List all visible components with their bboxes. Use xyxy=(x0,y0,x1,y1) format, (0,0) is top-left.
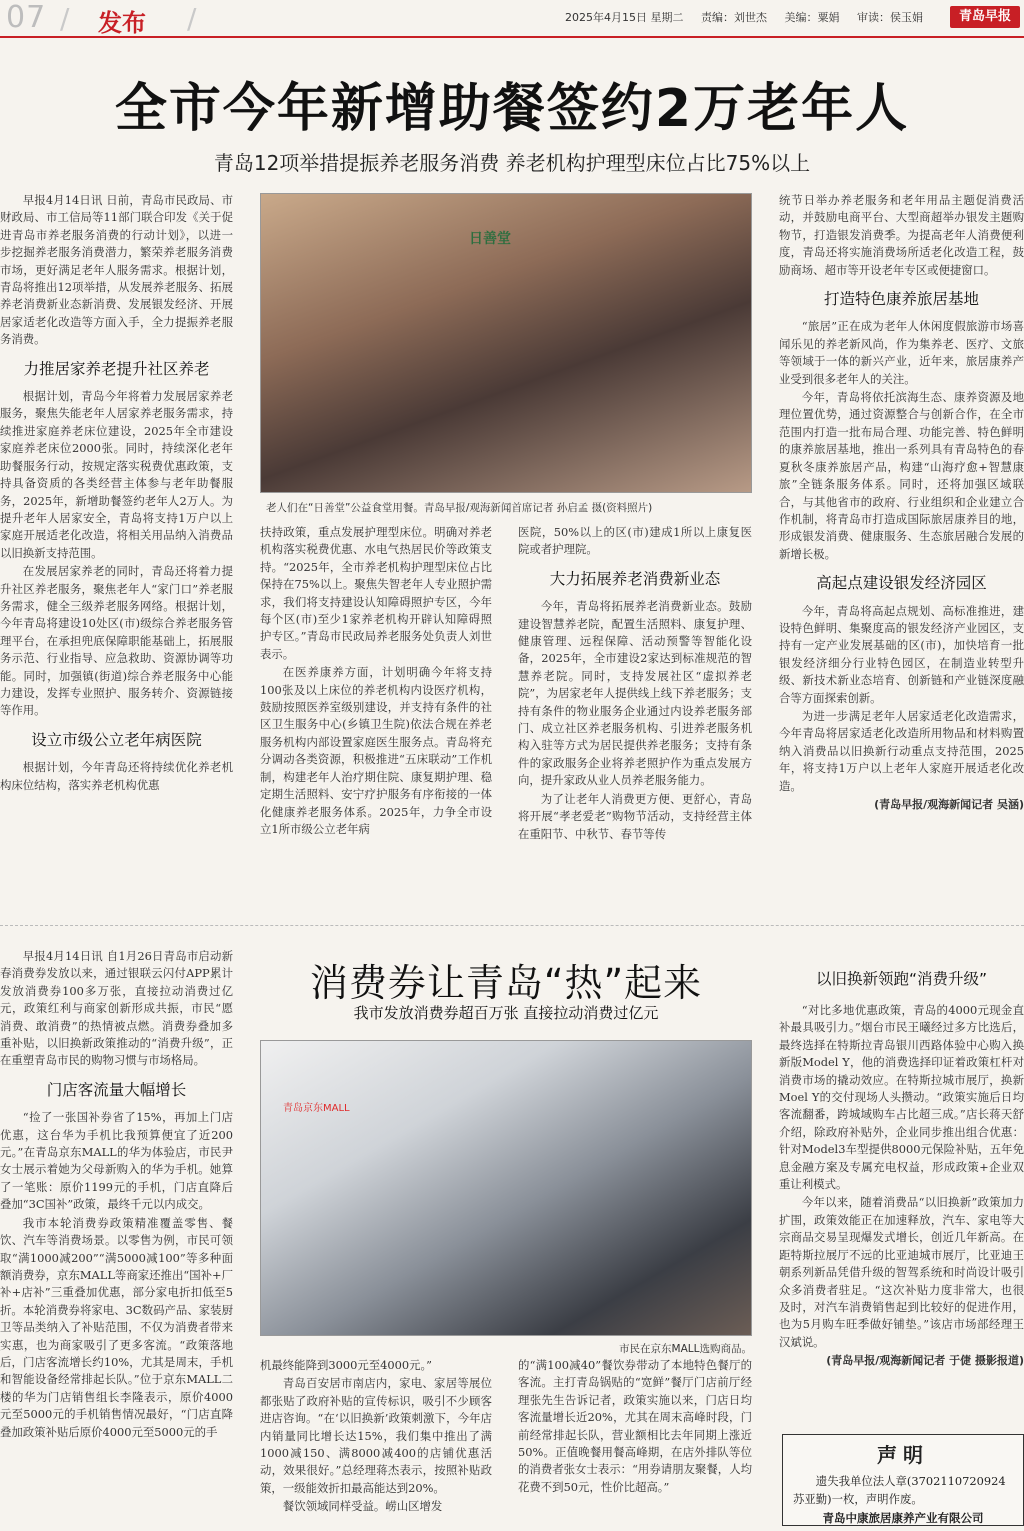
article2-photo xyxy=(260,1040,752,1336)
header-slash: / xyxy=(60,2,70,35)
article2-headline: 消费券让青岛“热”起来 xyxy=(309,961,703,1005)
paragraph: 为了让老年人消费更方便、更舒心，青岛将开展“孝老爱老”购物节活动，支持经营主体在重阳节、中秋节、春节等传 xyxy=(518,791,752,841)
proofreader-credit: 审读：侯玉娟 xyxy=(857,11,923,24)
issue-date: 2025年4月15日 星期二 xyxy=(565,11,684,24)
article2-column-2 xyxy=(260,1357,492,1531)
paragraph: 统节日举办养老服务和老年用品主题促消费活动，并鼓励电商平台、大型商超举办银发主题购物节，打造银发消费季。为提高老年人消费便利度，青岛还将实施消费场所适老化改造工程，鼓励商场、超市等开设老年专区或便捷窗口。 xyxy=(779,193,1024,277)
header-info xyxy=(565,9,937,25)
article2-photo-caption: 市民在京东MALL选购商品。 xyxy=(619,1343,752,1355)
subheading: 设立市级公立老年病医院 xyxy=(31,730,202,749)
section-divider xyxy=(0,925,1024,926)
article1-headline: 全市今年新增助餐签约2万老年人 xyxy=(114,79,910,139)
editor-credit: 责编：刘世杰 xyxy=(701,11,767,24)
paragraph: 餐饮领域同样受益。崂山区增发 xyxy=(282,1499,443,1514)
subheading: 门店客流量大幅增长 xyxy=(46,1080,187,1099)
subheading: 大力拓展养老消费新业态 xyxy=(549,569,721,588)
paragraph: 为进一步满足老年人居家适老化改造需求，今年青岛将居家适老化改造所用物品和材料购置纳入消费品以旧换新行动重点支持范围，2025年，将支持1万户以上老年人家庭开展适老化改造。 xyxy=(779,708,1024,793)
article1-column-2 xyxy=(260,524,492,904)
notice-signer: 青岛中康旅居康养产业有限公司 xyxy=(822,1511,984,1525)
article1-photo-caption: 老人们在“日善堂”公益食堂用餐。青岛早报/观海新闻首席记者 孙启孟 摄(资料照片) xyxy=(266,502,653,514)
paragraph: 早报4月14日讯 自1月26日青岛市启动新春消费券发放以来，通过银联云闪付APP累计发放消费券100多万张，直接拉动消费过亿元，政策红利与商家创新形成共振，市民“愿消费、敢消费”的热情被点燃。消费券叠加多重补贴，以旧换新政策推动的“消费升级”，正在重塑青岛市民的购物习惯与市场格局。 xyxy=(0,949,233,1068)
paragraph: 今年，青岛将依托滨海生态、康养资源及地理位置优势，通过资源整合与创新合作，在全市范围内打造一批布局合理、功能完善、特色鲜明的康养旅居基地，推出一系列具有青岛特色的春夏秋冬康养旅居产品，构建“山海疗愈+智慧康旅”全链条服务体系。同时，还将加强区域联合，与其他省市的政府、行业组织和企业建立合作机制，将青岛市打造成国际旅居康养目的地，形成银发消费、健康服务、生态旅居融合发展的新增长极。 xyxy=(779,390,1024,561)
subheading: 打造特色康养旅居基地 xyxy=(823,290,979,309)
paragraph: 青岛百安居市南店内，家电、家居等展位都张贴了政府补贴的宣传标识，吸引不少顾客进店咨询。“在‘以旧换新’政策刺激下，今年店内销量同比增长达15%，我们集中推出了满1000减150、满8000减400的店铺优惠活动，效果很好。”总经理蒋杰表示，按照补贴政策，一级能效折扣最高能达到20%。 xyxy=(260,1376,492,1495)
photo-sign: 日善堂 xyxy=(469,231,511,247)
paragraph: 今年，青岛将拓展养老消费新业态。鼓励建设智慧养老院，配置生活照料、康复护理、健康管理、远程保障、活动预警等智能化设备，2025年，全市建设2家达到标准规范的智慧养老院。同时，支持发展社区“虚拟养老院”，为居家老年人提供线上线下养老服务；支持有条件的物业服务企业通过内设养老服务部门、成立社区养老服务机构、引进养老服务机构入驻等方式为居民提供养老服务；支持有条件的家政服务企业将养老照护作为重点发展方向，提升家政从业人员养老服务能力。 xyxy=(518,599,752,788)
designer-credit: 美编：粟娟 xyxy=(784,11,840,24)
article1-subheadline: 青岛12项举措提振养老服务消费 养老机构护理型床位占比75%以上 xyxy=(213,151,811,175)
paragraph: “旅居”正在成为老年人休闲度假旅游市场喜闻乐见的养老新风尚，作为集养老、医疗、文旅等领域于一体的新兴产业，近年来，旅居康养产业受到很多老年人的关注。 xyxy=(779,319,1024,386)
paragraph: 的“满100减40”餐饮券带动了本地特色餐厅的客流。主打青岛锅贴的“宽鲜”餐厅门店前厅经理张先生告诉记者，政策实施以来，门店日均客流量增长近20%，尤其在周末高峰时段，门前经常排起长队，营业额相比去年同期上涨近50%。正值晚餐用餐高峰期，在店外排队等位的消费者张女士表示：“用券请朋友聚餐，人均花费不到50元，性价比超高。” xyxy=(518,1358,752,1494)
paragraph: 今年以来，随着消费品“以旧换新”政策加力扩围，政策效能正在加速释放，汽车、家电等大宗商品交易呈现爆发式增长，创近几年新高。在距特斯拉展厅不远的比亚迪城市展厅，比亚迪王朝系列新品凭借升级的智驾系统和时尚设计吸引众多消费者驻足。“这次补贴力度非常大，也很及时，对汽车消费销售起到比较好的促进作用，也为5月购车旺季做好铺垫。”该店市场部经理王汉斌说。 xyxy=(779,1195,1024,1349)
article1-photo xyxy=(260,193,752,493)
paragraph: “对比多地优惠政策，青岛的4000元现金直补最具吸引力。”烟台市民王曦经过多方比选后，最终选择在特斯拉青岛银川西路体验中心购入换新版Model Y，他的消费选择印证着政策杠杆对消费市场的撬动效应。在特斯拉城市展厅，换新Moel Y的交付现场人头攒动。“政策实施后日均客流翻番，跨城域购车占比超三成。”店长蒋天舒介绍，除政府补贴外，企业同步推出组合优惠：针对Model3车型提供8000元保险补贴，五年免息金融方案及专属充电权益，形成政策+企业双重让利模式。 xyxy=(779,1003,1024,1192)
notice-box xyxy=(782,1434,1024,1526)
header-slash: / xyxy=(187,2,197,35)
subheading: 高起点建设银发经济园区 xyxy=(816,574,987,593)
paragraph: 扶持政策，重点发展护理型床位。明确对养老机构落实税费优惠、水电气热居民价等政策支持。“2025年，全市养老机构护理型床位占比保持在75%以上。聚焦失智老年人专业照护需求，我们将支持建设认知障碍照护专区，今年每个区(市)至少1家养老机构开辟认知障碍照护专区。”青岛市民政局养老服务处负责人刘世表示。 xyxy=(260,525,492,661)
article2-column-3 xyxy=(518,1357,752,1531)
article2-column-1 xyxy=(0,948,233,1531)
paragraph: 在发展居家养老的同时，青岛还将着力提升社区养老服务，聚焦老年人“家门口”养老服务需求，健全三级养老服务网络。根据计划，今年青岛将建设10处区(市)级综合养老服务管理平台，在承担兜底保障职能基础上，拓展服务示范、行业指导、应急救助、资源协调等功能。同时，加强镇(街道)综合养老服务中心能力建设，发挥专业照护、服务转介、资源链接等作用。 xyxy=(0,564,233,718)
newspaper-logo: 青岛早报 xyxy=(950,6,1020,28)
article2-column-4 xyxy=(779,1002,1024,1427)
paragraph: 机最终能降到3000元至4000元。” xyxy=(260,1358,433,1372)
paragraph: 我市本轮消费券政策精准覆盖零售、餐饮、汽车等消费场景。以零售为例，市民可领取“满1000减200”“满5000减100”等多种面额消费券，京东MALL等商家还推出“国补+厂补+店补”三重叠加优惠，部分家电折扣低至5折。本轮消费券将家电、3C数码产品、家装厨卫等品类纳入了补贴范围，不仅为消费者带来实惠，也为商家吸引了更多客流。“政策落地后，门店客流增长约10%，尤其是周末，手机和智能设备经常排起长队。”位于京东MALL二楼的华为门店销售组长李隆表示，原价4000元至5000元的手机销售情况最好，“门店直降叠加政策补贴后原价4000元至5000元的手 xyxy=(0,1215,233,1439)
paragraph: “捡了一张国补券省了15%，再加上门店优惠，这台华为手机比我预算便宜了近200元。”在青岛京东MALL的华为体验店，市民尹女士展示着她为父母新购入的华为手机。她算了一笔账：原价1199元的手机，门店直降后叠加“3C国补”政策，最终千元以内成交。 xyxy=(0,1110,233,1212)
article1-column-1 xyxy=(0,192,233,904)
paragraph: 根据计划，青岛今年将着力发展居家养老服务，聚焦失能老年人居家养老服务需求，持续推进家庭养老床位建设，2025年全市建设家庭养老床位2000张。同时，持续深化老年助餐服务行动，按规定落实税费优惠政策，支持具备资质的各类经营主体参与老年助餐服务，2025年，新增助餐签约老年人2万人。为提升老年人居家安全，青岛将支持1万户以上家庭开展适老化改造，将相关用品纳入消费品以旧换新支持范围。 xyxy=(0,389,233,560)
byline: (青岛早报/观海新闻记者 于倢 摄影报道) xyxy=(826,1354,1024,1368)
page-number: 07 xyxy=(6,0,47,35)
paragraph: 今年，青岛将高起点规划、高标准推进，建设特色鲜明、集聚度高的银发经济产业园区，支持有一定产业发展基础的区(市)，加快培育一批银发经济细分行业特色园区，在制造业转型升级、新技术新业态培育、创新链和产业链深度融合等方面探索创新。 xyxy=(779,603,1024,705)
paragraph: 根据计划，今年青岛还将持续优化养老机构床位结构，落实养老机构优惠 xyxy=(0,760,233,792)
subheading: 力推居家养老提升社区养老 xyxy=(23,359,210,378)
notice-title: 声明 xyxy=(877,1443,929,1467)
article2-subheadline: 我市发放消费券超百万张 直接拉动消费过亿元 xyxy=(353,1004,659,1022)
article1-column-4 xyxy=(779,192,1024,904)
article2-column-4-heading: 以旧换新领跑“消费升级” xyxy=(815,970,988,988)
photo-sign: 青岛京东MALL xyxy=(283,1103,350,1114)
article1-column-3 xyxy=(518,524,752,904)
section-name: 发布 xyxy=(98,9,146,37)
paragraph: 在医养康养方面，计划明确今年将支持100张及以上床位的养老机构内设医疗机构，鼓励按照医养室级别建设，并支持有条件的社区卫生服务中心(乡镇卫生院)依法合规在养老服务机构内部设置家庭医生服务点。青岛将充分调动各类资源，积极推进“五床联动”工作机制，构建老年人治疗期住院、康复期护理、稳定期生活照料、安宁疗护服务有序衔接的一体化健康养老服务体系。2025年，力争全市设立1所市级公立老年病 xyxy=(260,665,492,836)
byline: (青岛早报/观海新闻记者 吴涵) xyxy=(874,798,1024,811)
notice-body: 遗失我单位法人章(3702110720924苏亚勤)一枚，声明作废。 xyxy=(793,1474,1006,1506)
paragraph: 早报4月14日讯 日前，青岛市民政局、市财政局、市工信局等11部门联合印发《关于促进青岛市养老服务消费的行动计划》，以进一步挖掘养老服务消费潜力，繁荣养老服务消费市场，更好满足老年人服务需求。根据计划，青岛将推出12项举措，从发展养老服务、拓展养老消费新业态新消费、发展银发经济、开展居家适老化改造等方面入手，全力提振养老服务消费。 xyxy=(0,193,233,347)
paragraph: 医院，50%以上的区(市)建成1所以上康复医院或者护理院。 xyxy=(518,525,752,557)
